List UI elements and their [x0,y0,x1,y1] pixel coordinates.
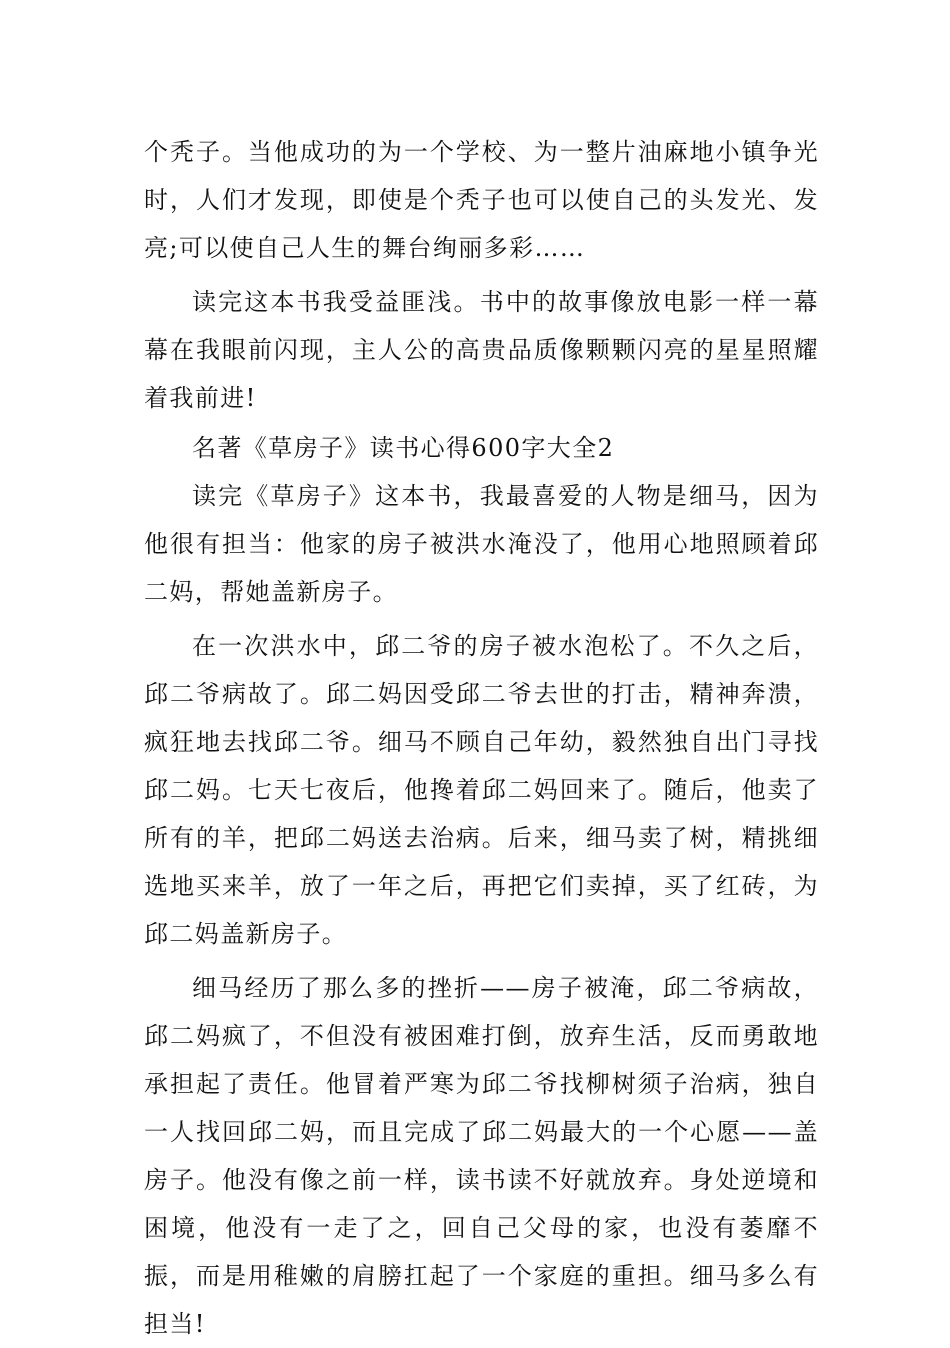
document-body [144,128,819,1348]
section-heading: 名著《草房子》读书心得600字大全2 [192,434,615,462]
paragraph-continuation: 个秃子。当他成功的为一个学校、为一整片油麻地小镇争光时，人们才发现，即使是个秃子也可以使自己的头发光、发亮;可以使自己人生的舞台绚丽多彩…… [144,138,819,262]
paragraph-intro: 读完《草房子》这本书，我最喜爱的人物是细马，因为他很有担当：他家的房子被洪水淹没了，他用心地照顾着邱二妈，帮她盖新房子。 [144,482,819,606]
paragraph-story: 在一次洪水中，邱二爷的房子被水泡松了。不久之后，邱二爷病故了。邱二妈因受邱二爷去世的打击，精神奔溃，疯狂地去找邱二爷。细马不顾自己年幼，毅然独自出门寻找邱二妈。七天七夜后，他搀着邱二妈回来了。随后，他卖了所有的羊，把邱二妈送去治病。后来，细马卖了树，精挑细选地买来羊，放了一年之后，再把它们卖掉，买了红砖，为邱二妈盖新房子。 [144,632,819,948]
paragraph-reflection: 读完这本书我受益匪浅。书中的故事像放电影一样一幕幕在我眼前闪现，主人公的高贵品质像颗颗闪亮的星星照耀着我前进! [144,288,819,412]
paragraph-conclusion: 细马经历了那么多的挫折——房子被淹，邱二爷病故，邱二妈疯了，不但没有被困难打倒，放弃生活，反而勇敢地承担起了责任。他冒着严寒为邱二爷找柳树须子治病，独自一人找回邱二妈，而且完成了邱二妈最大的一个心愿——盖房子。他没有像之前一样，读书读不好就放弃。身处逆境和困境，他没有一走了之，回自己父母的家，也没有萎靡不振，而是用稚嫩的肩膀扛起了一个家庭的重担。细马多么有担当! [144,974,819,1338]
